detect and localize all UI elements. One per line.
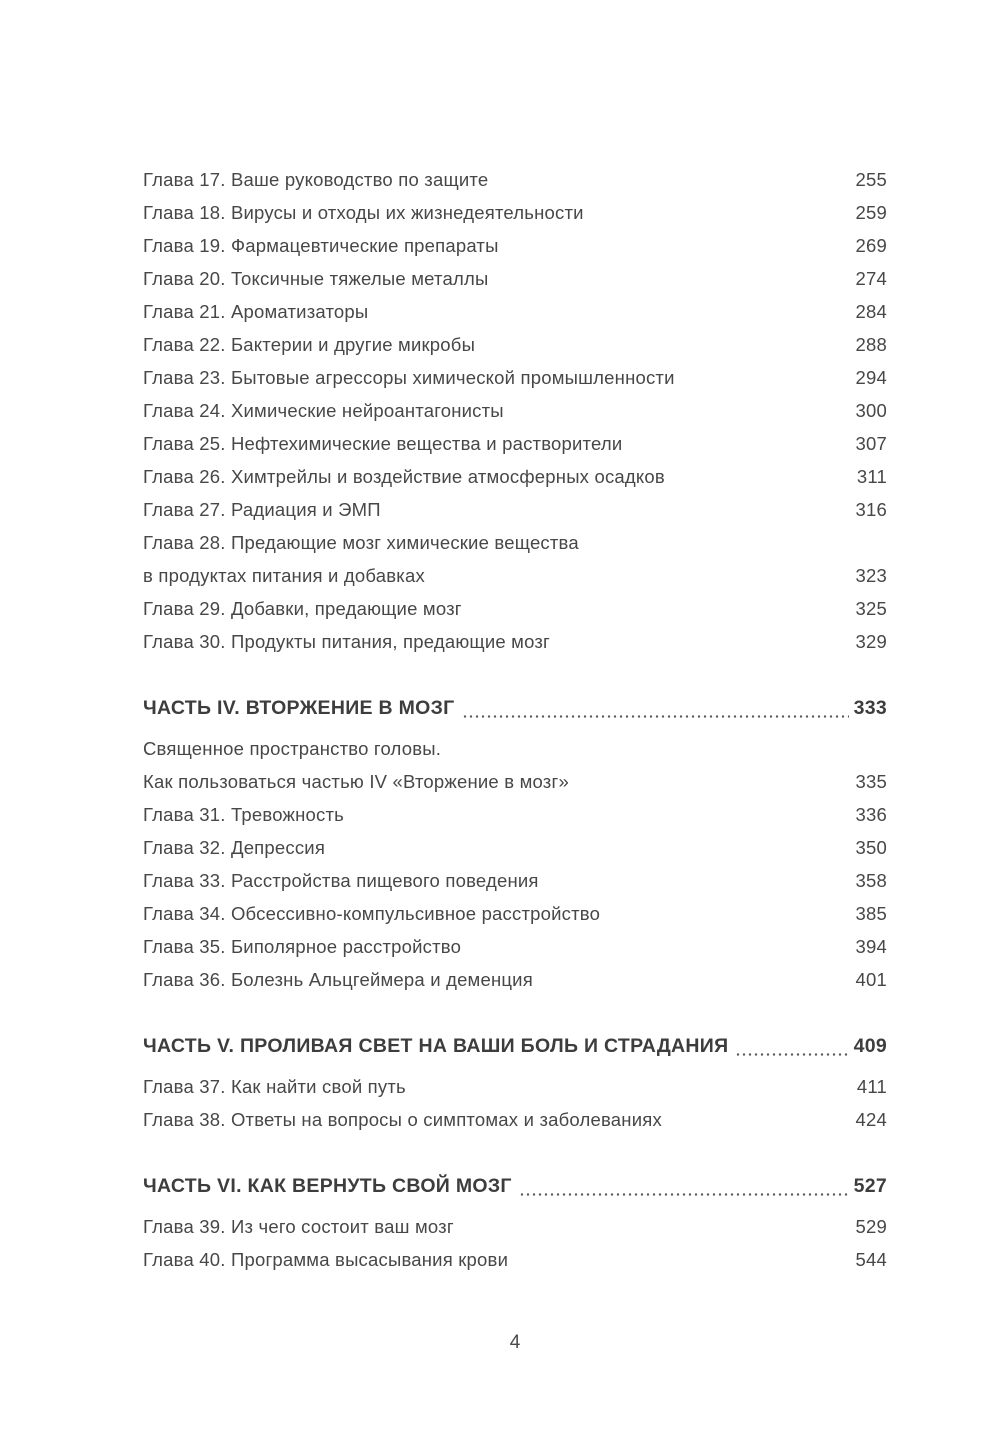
toc-entry-title bbox=[143, 1210, 838, 1243]
toc-entry-line: Глава 25. Нефтехимические вещества и растворители bbox=[143, 433, 623, 454]
page-number: 4 bbox=[509, 1332, 521, 1353]
toc-entry-line: Глава 22. Бактерии и другие микробы bbox=[143, 334, 476, 355]
toc-entry-line: Глава 40. Программа высасывания крови bbox=[143, 1249, 509, 1270]
toc-entry-line: Глава 32. Депрессия bbox=[143, 837, 326, 858]
toc-entry-title bbox=[143, 625, 838, 658]
toc-entry-page-number: 294 bbox=[855, 367, 887, 388]
toc-entry-line: Глава 21. Ароматизаторы bbox=[143, 301, 369, 322]
toc-part-header bbox=[143, 1030, 887, 1063]
toc-entry-row bbox=[143, 592, 887, 625]
toc-entry-title bbox=[143, 831, 838, 864]
toc-entry-page-number: 307 bbox=[855, 433, 887, 454]
part-page-number: 409 bbox=[853, 1035, 887, 1057]
toc-entry-page-number: 274 bbox=[855, 268, 887, 289]
toc-entry-title bbox=[143, 1070, 839, 1103]
toc-entry-row bbox=[143, 625, 887, 658]
toc-entry-line: Глава 17. Ваше руководство по защите bbox=[143, 169, 489, 190]
toc-entry-line: Глава 27. Радиация и ЭМП bbox=[143, 499, 381, 520]
toc-entry-page-number: 529 bbox=[855, 1216, 887, 1237]
toc-entry-title bbox=[143, 460, 839, 493]
toc-entry-row bbox=[143, 229, 887, 262]
toc-entry-row bbox=[143, 1243, 887, 1276]
toc bbox=[143, 163, 887, 1276]
toc-entry-page-number: 323 bbox=[855, 565, 887, 586]
toc-part-header bbox=[143, 692, 887, 725]
toc-entry-row bbox=[143, 732, 887, 798]
part-title: ЧАСТЬ V. ПРОЛИВАЯ СВЕТ НА ВАШИ БОЛЬ И СТРАДАНИЯ bbox=[143, 1035, 729, 1057]
toc-entry-row bbox=[143, 163, 887, 196]
toc-entry-row bbox=[143, 328, 887, 361]
toc-entry-page-number: 350 bbox=[855, 837, 887, 858]
toc-entry-line: Глава 39. Из чего состоит ваш мозг bbox=[143, 1216, 454, 1237]
toc-entry-line: Глава 29. Добавки, предающие мозг bbox=[143, 598, 462, 619]
toc-entry-page-number: 325 bbox=[855, 598, 887, 619]
toc-entry-page-number: 288 bbox=[855, 334, 887, 355]
toc-entry-page-number: 284 bbox=[855, 301, 887, 322]
toc-entry-title bbox=[143, 1243, 838, 1276]
toc-entry-page-number: 316 bbox=[855, 499, 887, 520]
toc-entry-row bbox=[143, 1103, 887, 1136]
toc-entry-page-number: 269 bbox=[855, 235, 887, 256]
toc-entry-line: Как пользоваться частью IV «Вторжение в мозг» bbox=[143, 771, 569, 792]
toc-entry-title bbox=[143, 328, 838, 361]
toc-entry-title bbox=[143, 798, 838, 831]
toc-entry-row bbox=[143, 798, 887, 831]
toc-entry-page-number: 358 bbox=[855, 870, 887, 891]
toc-entry-title bbox=[143, 864, 838, 897]
page-footer bbox=[143, 1332, 887, 1354]
toc-entry-title bbox=[143, 930, 838, 963]
toc-entry-line: Глава 34. Обсессивно-компульсивное расстройство bbox=[143, 903, 601, 924]
toc-entry-page-number: 411 bbox=[856, 1076, 887, 1097]
toc-entry-row bbox=[143, 295, 887, 328]
toc-entry-line: Глава 33. Расстройства пищевого поведения bbox=[143, 870, 539, 891]
toc-entry-title bbox=[143, 295, 838, 328]
part-page-number: 527 bbox=[853, 1175, 887, 1197]
toc-entry-line: Глава 36. Болезнь Альцгеймера и деменция bbox=[143, 969, 533, 990]
toc-entry-title bbox=[143, 1103, 838, 1136]
toc-entry-title bbox=[143, 897, 838, 930]
toc-entry-row bbox=[143, 394, 887, 427]
toc-entry-row bbox=[143, 930, 887, 963]
toc-entry-line: Глава 28. Предающие мозг химические вещества bbox=[143, 532, 579, 553]
toc-entry-page-number: 336 bbox=[855, 804, 887, 825]
toc-entry-page-number: 544 bbox=[855, 1249, 887, 1270]
toc-entry-title bbox=[143, 493, 838, 526]
toc-entry-line: Глава 26. Химтрейлы и воздействие атмосферных осадков bbox=[143, 466, 665, 487]
toc-entry-row bbox=[143, 460, 887, 493]
toc-entry-page-number: 311 bbox=[856, 466, 887, 487]
toc-entry-row bbox=[143, 1210, 887, 1243]
toc-entry-line: Глава 19. Фармацевтические препараты bbox=[143, 235, 499, 256]
toc-entry-title bbox=[143, 229, 838, 262]
toc-entry-title bbox=[143, 592, 838, 625]
toc-entry-row bbox=[143, 196, 887, 229]
toc-entry-title bbox=[143, 196, 838, 229]
toc-entry-line: Глава 18. Вирусы и отходы их жизнедеятельности bbox=[143, 202, 584, 223]
toc-entry-title bbox=[143, 394, 838, 427]
toc-entry-line: Глава 23. Бытовые агрессоры химической промышленности bbox=[143, 367, 675, 388]
toc-entry-line: в продуктах питания и добавках bbox=[143, 565, 425, 586]
part-title: ЧАСТЬ VI. КАК ВЕРНУТЬ СВОЙ МОЗГ bbox=[143, 1175, 512, 1197]
toc-entry-page-number: 255 bbox=[855, 169, 887, 190]
toc-entry-page-number: 300 bbox=[855, 400, 887, 421]
toc-entry-row bbox=[143, 361, 887, 394]
toc-entry-line: Глава 37. Как найти свой путь bbox=[143, 1076, 406, 1097]
toc-entry-page-number: 329 bbox=[855, 631, 887, 652]
toc-entry-row bbox=[143, 1070, 887, 1103]
toc-entry-row bbox=[143, 897, 887, 930]
toc-entry-line: Священное пространство головы. bbox=[143, 738, 442, 759]
toc-entry-row bbox=[143, 963, 887, 996]
dotted-leader bbox=[735, 1053, 848, 1056]
part-page-number: 333 bbox=[853, 697, 887, 719]
toc-entry-row bbox=[143, 831, 887, 864]
toc-entry-line: Глава 24. Химические нейроантагонисты bbox=[143, 400, 504, 421]
toc-entry-title bbox=[143, 163, 838, 196]
toc-entry-row bbox=[143, 526, 887, 592]
toc-entry-page-number: 259 bbox=[855, 202, 887, 223]
toc-entry-title bbox=[143, 732, 838, 798]
toc-entry-row bbox=[143, 427, 887, 460]
toc-entry-line: Глава 35. Биполярное расстройство bbox=[143, 936, 462, 957]
toc-entry-page-number: 401 bbox=[855, 969, 887, 990]
toc-entry-page-number: 394 bbox=[855, 936, 887, 957]
toc-entry-title bbox=[143, 262, 838, 295]
toc-entry-page-number: 385 bbox=[855, 903, 887, 924]
toc-entry-page-number: 335 bbox=[855, 771, 887, 792]
toc-entry-row bbox=[143, 262, 887, 295]
toc-entry-row bbox=[143, 864, 887, 897]
toc-entry-line: Глава 30. Продукты питания, предающие мозг bbox=[143, 631, 551, 652]
toc-entry-title bbox=[143, 526, 838, 592]
toc-entry-title bbox=[143, 427, 838, 460]
toc-entry-row bbox=[143, 493, 887, 526]
toc-part-header bbox=[143, 1170, 887, 1203]
part-title: ЧАСТЬ IV. ВТОРЖЕНИЕ В МОЗГ bbox=[143, 697, 455, 719]
dotted-leader bbox=[519, 1193, 849, 1196]
toc-entry-title bbox=[143, 963, 838, 996]
toc-entry-line: Глава 31. Тревожность bbox=[143, 804, 344, 825]
dotted-leader bbox=[462, 715, 849, 718]
toc-entry-line: Глава 20. Токсичные тяжелые металлы bbox=[143, 268, 489, 289]
toc-entry-title bbox=[143, 361, 838, 394]
toc-entry-line: Глава 38. Ответы на вопросы о симптомах и заболеваниях bbox=[143, 1109, 662, 1130]
toc-entry-page-number: 424 bbox=[855, 1109, 887, 1130]
